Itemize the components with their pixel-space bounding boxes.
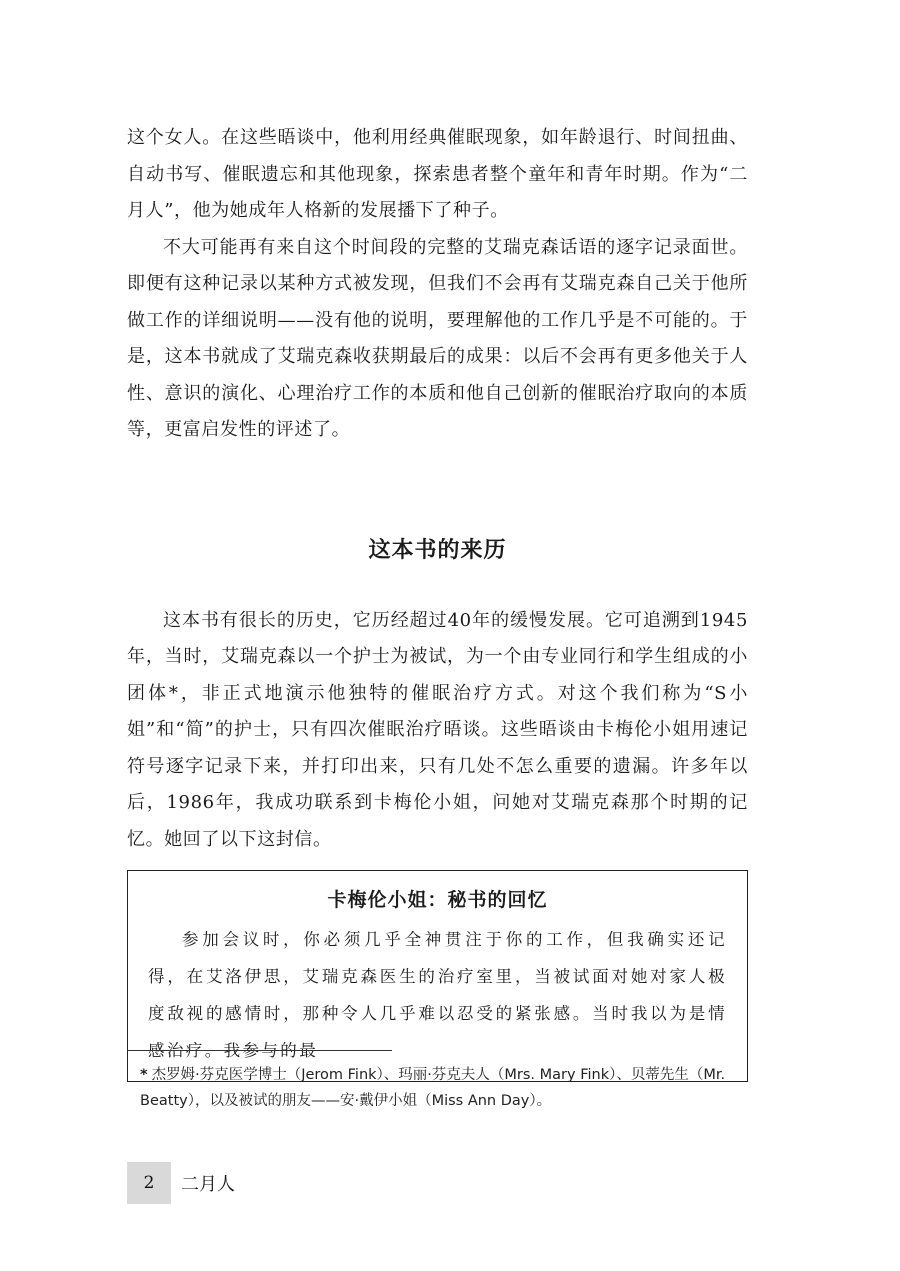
footnote	[140, 1062, 748, 1114]
page-content	[127, 120, 748, 1082]
section-paragraph-1: 这本书有很长的历史，它历经超过40年的缓慢发展。它可追溯到1945年，当时，艾瑞克森以一个护士为被试，为一个由专业同行和学生组成的小团体*，非正式地演示他独特的催眠治疗方式。对这个我们称为“S小姐”和“简”的护士，只有四次催眠治疗晤谈。这些晤谈由卡梅伦小姐用速记符号逐字记录下来，并打印出来，只有几处不怎么重要的遗漏。许多年以后，1986年，我成功联系到卡梅伦小姐，问她对艾瑞克森那个时期的记忆。她回了以下这封信。	[127, 609, 748, 850]
letter-body: 参加会议时，你必须几乎全神贯注于你的工作，但我确实还记得，在艾洛伊思，艾瑞克森医生的治疗室里，当被试面对她对家人极度敌视的感情时，那种令人几乎难以忍受的紧张感。当时我以为是情感治疗。我参与的最	[148, 930, 727, 1060]
section-title: 这本书的来历	[368, 537, 507, 563]
page-number: 2	[127, 1162, 171, 1204]
body-paragraph-1: 这个女人。在这些晤谈中，他利用经典催眠现象，如年龄退行、时间扭曲、自动书写、催眠遗忘和其他现象，探索患者整个童年和青年时期。作为“二月人”，他为她成年人格新的发展播下了种子。	[127, 127, 748, 221]
page-footer	[127, 1162, 235, 1204]
letter-title: 卡梅伦小姐：秘书的回忆	[327, 889, 548, 911]
footnote-text: 杰罗姆·芬克医学博士（Jerom Fink）、玛丽·芬克夫人（Mrs. Mary Fink）、贝蒂先生（Mr. Beatty），以及被试的朋友——安·戴伊小姐（Miss Ann Day）。	[140, 1067, 726, 1109]
body-paragraph-2: 不大可能再有来自这个时间段的完整的艾瑞克森话语的逐字记录面世。即便有这种记录以某种方式被发现，但我们不会再有艾瑞克森自己关于他所做工作的详细说明——没有他的说明，要理解他的工作几乎是不可能的。于是，这本书就成了艾瑞克森收获期最后的成果：以后不会再有更多他关于人性、意识的演化、心理治疗工作的本质和他自己创新的催眠治疗取向的本质等，更富启发性的评述了。	[127, 236, 748, 440]
footnote-mark: *	[140, 1067, 148, 1083]
footnote-divider	[127, 1050, 392, 1051]
running-title: 二月人	[181, 1174, 235, 1195]
